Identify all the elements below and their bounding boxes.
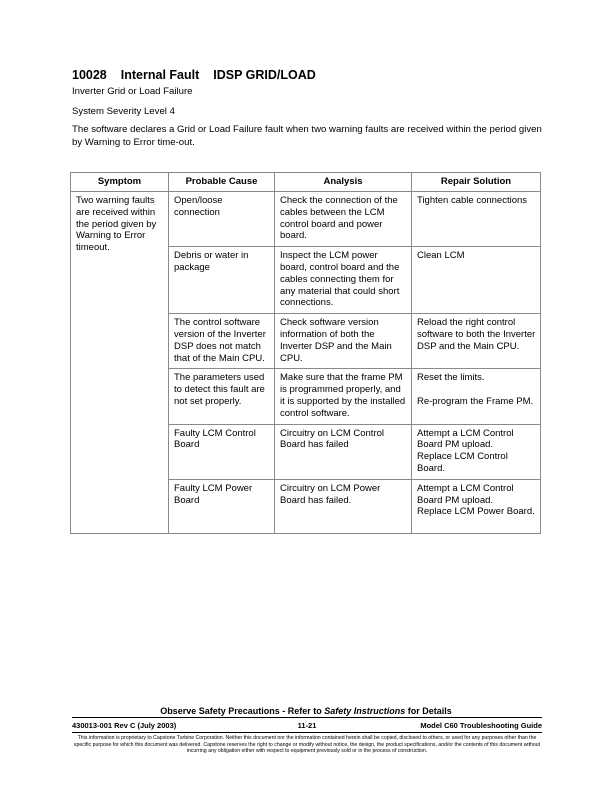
safety-notice-prefix: Observe Safety Precautions - Refer to	[160, 706, 325, 716]
proprietary-disclaimer: This information is proprietary to Capstone Turbine Corporation. Neither this document nor the information contained herein shall be copied, disclosed to others, or used for any purposes other than the specific purpose for which this document was delivered. Capstone reserves the right to change or modify without notice, the design, the product specifications, and/or the contents of this document without incurring any obligation either with respect to equipment previously sold or in the process of construction.	[73, 735, 541, 755]
fault-code: 10028	[72, 68, 107, 82]
document-number: 430013-001 Rev C (July 2003)	[72, 721, 177, 730]
manual-title: Model C60 Troubleshooting Guide	[420, 721, 542, 730]
cause-cell: Faulty LCM Power Board	[169, 479, 275, 533]
safety-notice	[0, 706, 612, 716]
repair-cell	[412, 369, 541, 424]
header-probable-cause: Probable Cause	[169, 173, 275, 192]
repair-cell: Reload the right control software to both the Inverter DSP and the Main CPU.	[412, 314, 541, 369]
header-symptom: Symptom	[71, 173, 169, 192]
safety-instructions-link-text: Safety Instructions	[324, 706, 406, 716]
severity-level: System Severity Level 4	[72, 106, 175, 117]
cause-cell: The control software version of the Inverter DSP does not match that of the Main CPU.	[169, 314, 275, 369]
analysis-cell: Make sure that the frame PM is programmed properly, and it is supported by the installed control software.	[275, 369, 412, 424]
footer-divider	[72, 717, 542, 718]
repair-step: Attempt a LCM Control Board PM upload.	[417, 482, 514, 506]
repair-step: Reset the limits.	[417, 372, 485, 384]
fault-description: The software declares a Grid or Load Failure fault when two warning faults are received within the period given by Warning to Error time-out.	[72, 124, 542, 148]
symptom-cell: Two warning faults are received within the period given by Warning to Error timeout.	[71, 192, 169, 534]
repair-cell	[412, 424, 541, 479]
repair-cell: Tighten cable connections	[412, 192, 541, 247]
analysis-cell: Circuitry on LCM Power Board has failed.	[275, 479, 412, 533]
fault-subtitle: Inverter Grid or Load Failure	[72, 86, 193, 97]
table-header-row	[71, 173, 541, 192]
cause-cell: Open/loose connection	[169, 192, 275, 247]
repair-cell: Clean LCM	[412, 247, 541, 314]
page-title	[72, 68, 330, 82]
cause-cell: Debris or water in package	[169, 247, 275, 314]
repair-cell	[412, 479, 541, 533]
fault-source: IDSP GRID/LOAD	[213, 68, 316, 82]
analysis-cell: Circuitry on LCM Control Board has failed	[275, 424, 412, 479]
header-repair-solution: Repair Solution	[412, 173, 541, 192]
page-number: 11-21	[297, 721, 317, 730]
footer-divider	[72, 732, 542, 733]
safety-notice-suffix: for Details	[405, 706, 452, 716]
fault-type: Internal Fault	[120, 68, 200, 82]
troubleshooting-table	[70, 172, 541, 534]
analysis-cell: Inspect the LCM power board, control board and the cables connecting them for any material that could short connections.	[275, 247, 412, 314]
analysis-cell: Check software version information of both the Inverter DSP and the Main CPU.	[275, 314, 412, 369]
repair-step: Re-program the Frame PM.	[417, 396, 534, 408]
table-row	[71, 192, 541, 247]
analysis-cell: Check the connection of the cables between the LCM control board and power board.	[275, 192, 412, 247]
header-analysis: Analysis	[275, 173, 412, 192]
cause-cell: Faulty LCM Control Board	[169, 424, 275, 479]
cause-cell: The parameters used to detect this fault are not set properly.	[169, 369, 275, 424]
repair-step: Attempt a LCM Control Board PM upload.	[417, 427, 514, 451]
repair-step: Replace LCM Control Board.	[417, 451, 508, 474]
repair-step: Replace LCM Power Board.	[417, 506, 535, 518]
